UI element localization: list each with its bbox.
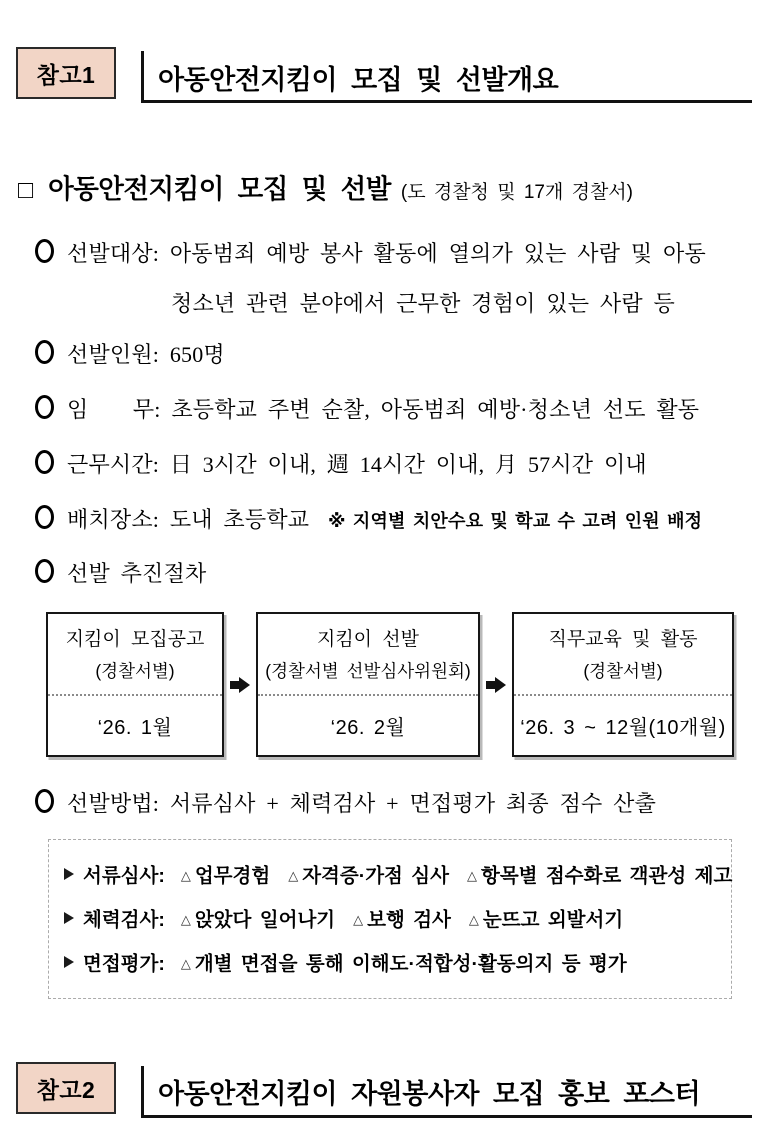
eval-item-text: 항목별 점수화로 객관성 제고 bbox=[480, 865, 733, 887]
eval-row-label: 서류심사: bbox=[83, 865, 165, 887]
circle-bullet-icon bbox=[35, 450, 54, 474]
bullet-count-text: 650명 bbox=[169, 342, 225, 367]
eval-item bbox=[353, 904, 451, 932]
process-step-header bbox=[258, 614, 478, 696]
process-step-schedule bbox=[514, 696, 732, 755]
circle-bullet-icon bbox=[35, 395, 54, 419]
process-step-schedule bbox=[258, 696, 478, 755]
eval-item bbox=[181, 860, 270, 888]
bullet-duty bbox=[35, 393, 699, 424]
ref1-title-underline bbox=[141, 100, 752, 103]
section-title: 아동안전지킴이 모집 및 선발 bbox=[48, 174, 391, 204]
section-subtitle: (도 경찰청 및 17개 경찰서) bbox=[400, 182, 633, 203]
square-marker-icon: □ bbox=[18, 176, 34, 204]
bullet-duty-label: 임 무: bbox=[67, 397, 161, 422]
bullet-target-label: 선발대상: bbox=[67, 241, 160, 266]
triangle-up-icon: △ bbox=[468, 912, 479, 927]
bullet-method-label: 선발방법: bbox=[67, 791, 160, 816]
triangle-up-icon: △ bbox=[180, 956, 191, 971]
process-step-training bbox=[512, 612, 734, 757]
triangle-right-icon bbox=[64, 912, 74, 924]
evaluation-detail-box bbox=[48, 839, 732, 999]
eval-row-label: 면접평가: bbox=[83, 953, 165, 975]
process-step-subtitle: (경찰서별 선발심사위원회) bbox=[265, 660, 471, 681]
eval-item bbox=[469, 904, 623, 932]
circle-bullet-icon bbox=[35, 505, 54, 529]
eval-item-text: 개별 면접을 통해 이해도·적합성·활동의지 등 평가 bbox=[194, 953, 627, 975]
bullet-method bbox=[35, 787, 656, 818]
circle-bullet-icon bbox=[35, 340, 54, 364]
bullet-hours bbox=[35, 448, 647, 479]
bullet-location-text: 도내 초등학교 bbox=[169, 507, 310, 532]
arrow-gap bbox=[480, 677, 512, 693]
process-step-date: ‘26. 3 ~ 12월(10개월) bbox=[520, 717, 726, 740]
eval-item bbox=[181, 948, 627, 976]
ref2-title-divider bbox=[141, 1066, 144, 1116]
circle-bullet-icon bbox=[35, 239, 54, 263]
triangle-up-icon: △ bbox=[353, 912, 364, 927]
arrow-right-icon bbox=[230, 677, 250, 693]
triangle-right-icon bbox=[64, 956, 74, 968]
bullet-location bbox=[35, 503, 702, 534]
eval-row-label: 체력검사: bbox=[83, 909, 165, 931]
bullet-hours-text: 日 3시간 이내, 週 14시간 이내, 月 57시간 이내 bbox=[169, 452, 647, 477]
triangle-up-icon: △ bbox=[466, 868, 477, 883]
process-step-header bbox=[514, 614, 732, 696]
process-step-header bbox=[48, 614, 222, 696]
bullet-hours-label: 근무시간: bbox=[67, 452, 160, 477]
eval-item-text: 앉았다 일어나기 bbox=[194, 909, 336, 931]
process-step-selection bbox=[256, 612, 480, 757]
process-step-title: 지킴이 모집공고 bbox=[65, 628, 205, 650]
section-heading bbox=[18, 167, 633, 206]
ref1-badge-label: 참고1 bbox=[36, 61, 96, 88]
triangle-up-icon: △ bbox=[288, 868, 299, 883]
ref1-title: 아동안전지킴이 모집 및 선발개요 bbox=[158, 65, 559, 95]
arrow-gap bbox=[224, 677, 256, 693]
eval-item-text: 업무경험 bbox=[194, 865, 271, 887]
bullet-count-label: 선발인원: bbox=[67, 342, 160, 367]
bullet-location-note: ※ 지역별 치안수요 및 학교 수 고려 인원 배정 bbox=[327, 511, 703, 531]
eval-row-interview bbox=[64, 948, 645, 976]
eval-item-text: 눈뜨고 외발서기 bbox=[482, 909, 624, 931]
ref2-badge bbox=[16, 1062, 116, 1114]
ref2-badge-label: 참고2 bbox=[36, 1076, 96, 1103]
eval-row-documents bbox=[64, 860, 750, 888]
bullet-method-text: 서류심사 + 체력검사 + 면접평가 최종 점수 산출 bbox=[169, 791, 657, 816]
triangle-up-icon: △ bbox=[180, 868, 191, 883]
ref2-title: 아동안전지킴이 자원봉사자 모집 홍보 포스터 bbox=[158, 1079, 701, 1109]
bullet-location-label: 배치장소: bbox=[67, 507, 160, 532]
eval-row-physical bbox=[64, 904, 641, 932]
bullet-target-text: 아동범죄 예방 봉사 활동에 열의가 있는 사람 및 아동 bbox=[169, 241, 706, 266]
process-step-schedule bbox=[48, 696, 222, 755]
bullet-target bbox=[35, 237, 706, 318]
bullet-procedure bbox=[35, 557, 206, 588]
ref1-title-divider bbox=[141, 51, 144, 101]
eval-item bbox=[467, 860, 732, 888]
ref2-title-underline bbox=[141, 1115, 752, 1118]
arrow-right-icon bbox=[486, 677, 506, 693]
process-step-date: ‘26. 1월 bbox=[97, 717, 173, 740]
process-step-title: 지킴이 선발 bbox=[316, 628, 420, 650]
process-step-subtitle: (경찰서별) bbox=[583, 660, 663, 681]
triangle-right-icon bbox=[64, 868, 74, 880]
process-step-title: 직무교육 및 활동 bbox=[548, 628, 698, 650]
bullet-procedure-label: 선발 추진절차 bbox=[67, 561, 207, 586]
ref1-badge bbox=[16, 47, 116, 99]
bullet-duty-text: 초등학교 주변 순찰, 아동범죄 예방·청소년 선도 활동 bbox=[171, 397, 700, 422]
circle-bullet-icon bbox=[35, 789, 54, 813]
eval-item bbox=[288, 860, 449, 888]
triangle-up-icon: △ bbox=[180, 912, 191, 927]
eval-item-text: 보행 검사 bbox=[367, 909, 451, 931]
selection-process-diagram bbox=[46, 612, 734, 757]
process-step-subtitle: (경찰서별) bbox=[95, 660, 175, 681]
process-step-date: ‘26. 2월 bbox=[330, 717, 406, 740]
process-step-announcement bbox=[46, 612, 224, 757]
circle-bullet-icon bbox=[35, 559, 54, 583]
eval-item-text: 자격증·가점 심사 bbox=[302, 865, 449, 887]
eval-item bbox=[181, 904, 335, 932]
bullet-count bbox=[35, 338, 225, 369]
bullet-target-text2: 청소년 관련 분야에서 근무한 경험이 있는 사람 등 bbox=[171, 291, 675, 316]
